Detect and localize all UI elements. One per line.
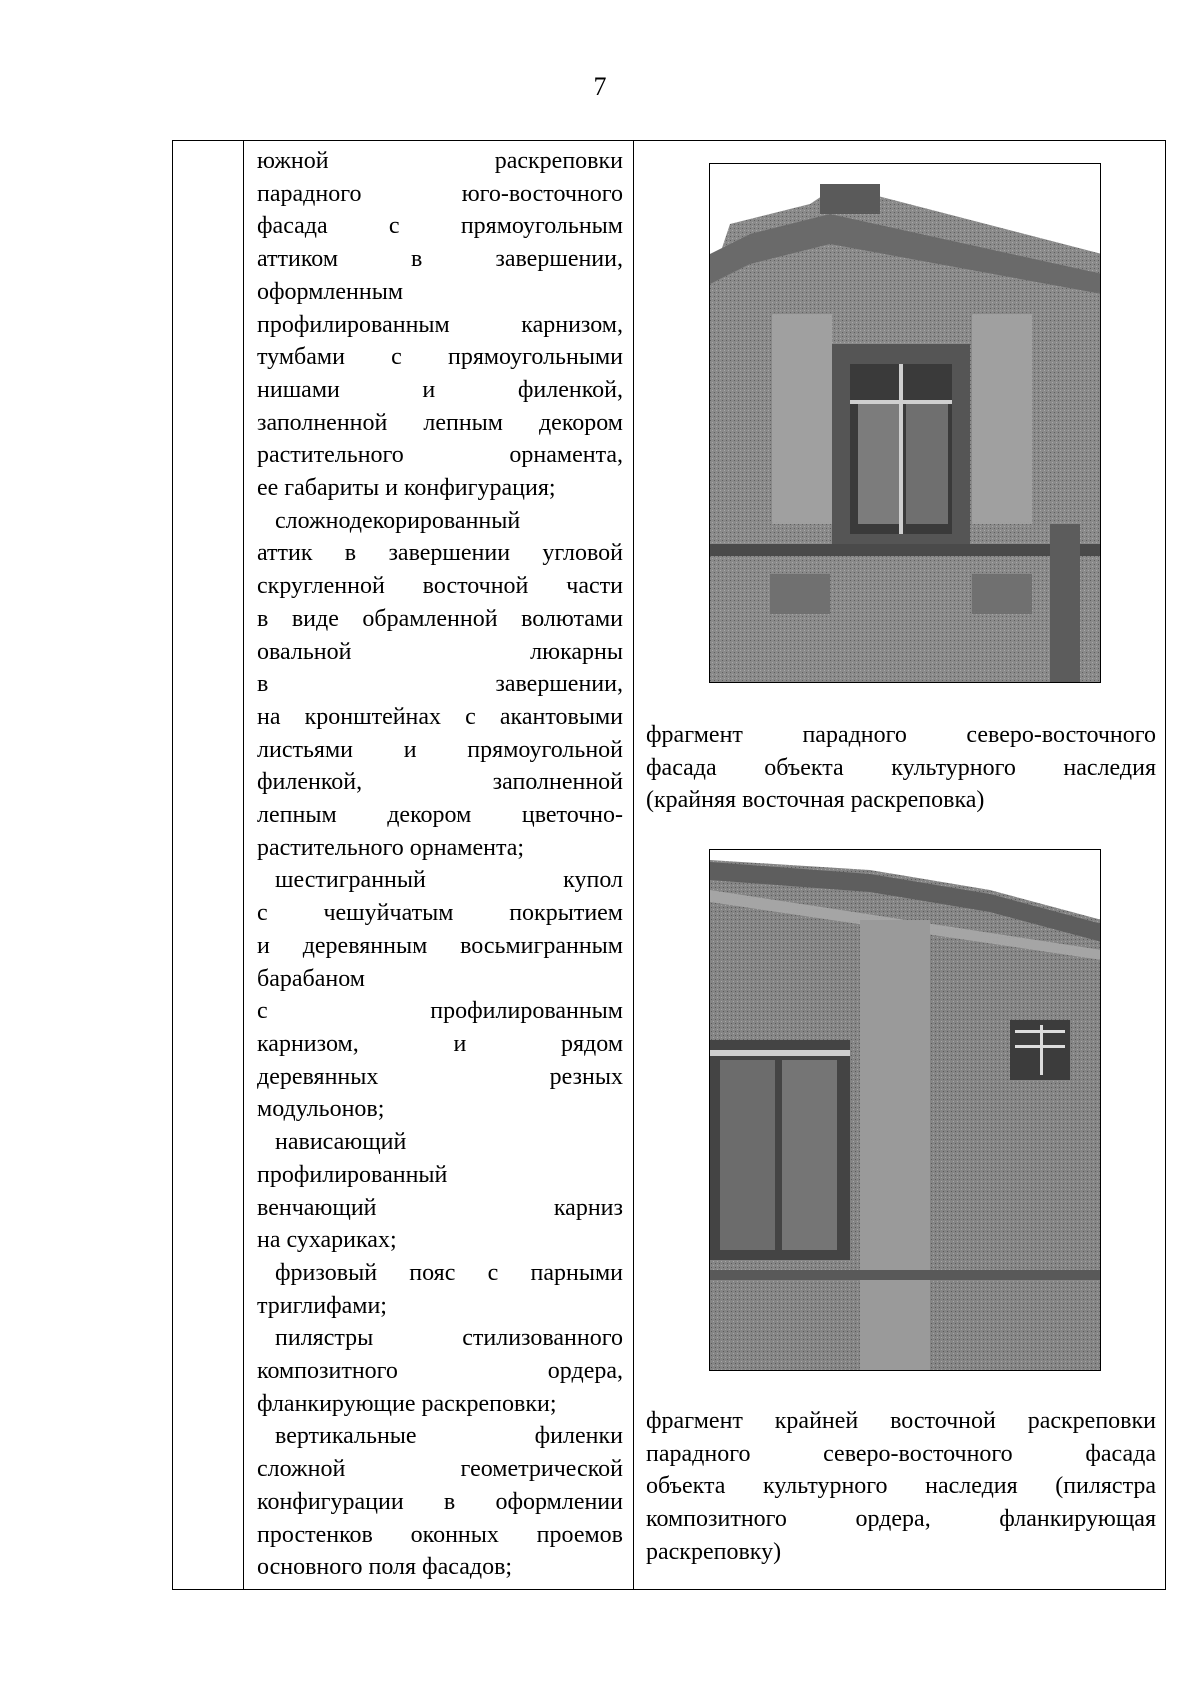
text-line: основного поля фасадов;: [257, 1554, 513, 1581]
text-line: фланкирующие раскреповки;: [257, 1390, 557, 1417]
text-line: простенков оконных проемов: [257, 1521, 623, 1548]
text-line: профилированным карнизом,: [257, 311, 623, 338]
caption-line: объекта культурного наследия (пилястра: [646, 1473, 1156, 1500]
text-line: на кронштейнах с акантовыми: [257, 703, 623, 730]
text-line: филенкой, заполненной: [257, 769, 623, 796]
text-line: в завершении,: [257, 671, 623, 698]
text-line: венчающий карниз: [257, 1194, 623, 1221]
text-line: растительного орнамента;: [257, 834, 525, 861]
text-line: и деревянным восьмигранным: [257, 932, 623, 959]
elements-description-column: [257, 145, 623, 1584]
photo-caption-1: [646, 719, 1156, 817]
text-line: южной раскреповки: [257, 148, 623, 174]
text-line: на сухариках;: [257, 1227, 397, 1254]
text-line: нишами и филенкой,: [257, 376, 623, 403]
text-line: лепным декором цветочно-: [257, 802, 623, 829]
text-line: сложнодекорированный: [275, 507, 521, 534]
text-line: деревянных резных: [257, 1063, 623, 1090]
text-line: тумбами с прямоугольными: [257, 344, 623, 371]
text-line: триглифами;: [257, 1292, 387, 1319]
text-line: модульонов;: [257, 1096, 385, 1123]
text-line: сложной геометрической: [257, 1456, 623, 1483]
text-line: фасада с прямоугольным: [257, 213, 623, 240]
caption-line: парадного северо-восточного фасада: [646, 1440, 1156, 1467]
caption-line: (крайняя восточная раскреповка): [646, 787, 985, 814]
content-table: [172, 140, 1166, 1590]
text-line: оформленным: [257, 278, 404, 305]
text-line: в виде обрамленной волютами: [257, 605, 623, 632]
caption-line: раскреповку): [646, 1538, 782, 1565]
caption-line: фасада объекта культурного наследия: [646, 754, 1156, 781]
text-line: композитного ордера,: [257, 1358, 623, 1385]
text-line: профилированный: [257, 1161, 448, 1188]
text-line: скругленной восточной части: [257, 573, 623, 600]
text-line: ее габариты и конфигурация;: [257, 475, 556, 502]
text-line: заполненной лепным декором: [257, 409, 623, 436]
table-divider-middle: [633, 141, 634, 1589]
text-line: пилястры стилизованного: [275, 1325, 623, 1352]
text-line: карнизом, и рядом: [257, 1030, 623, 1057]
photo-caption-2: [646, 1405, 1156, 1569]
text-line: овальной люкарны: [257, 638, 623, 665]
text-line: аттик в завершении угловой: [257, 540, 623, 567]
text-line: барабаном: [257, 965, 365, 992]
text-line: нависающий: [275, 1129, 407, 1156]
caption-line: фрагмент парадного северо-восточного: [646, 722, 1156, 748]
caption-line: фрагмент крайней восточной раскреповки: [646, 1408, 1156, 1434]
text-line: листьями и прямоугольной: [257, 736, 623, 763]
facade-photo-pilaster: [709, 849, 1101, 1371]
facade-photo-east-projection: [709, 163, 1101, 683]
text-line: шестигранный купол: [275, 867, 623, 894]
caption-line: композитного ордера, фланкирующая: [646, 1506, 1156, 1533]
text-line: конфигурации в оформлении: [257, 1488, 623, 1515]
text-line: фризовый пояс с парными: [275, 1259, 623, 1286]
text-line: с профилированным: [257, 998, 623, 1025]
text-line: вертикальные филенки: [275, 1423, 623, 1450]
text-line: аттиком в завершении,: [257, 246, 623, 273]
text-line: с чешуйчатым покрытием: [257, 900, 623, 927]
table-divider-left: [243, 141, 244, 1589]
page-number: 7: [593, 72, 607, 101]
text-line: парадного юго-восточного: [257, 180, 623, 207]
text-line: растительного орнамента,: [257, 442, 623, 469]
